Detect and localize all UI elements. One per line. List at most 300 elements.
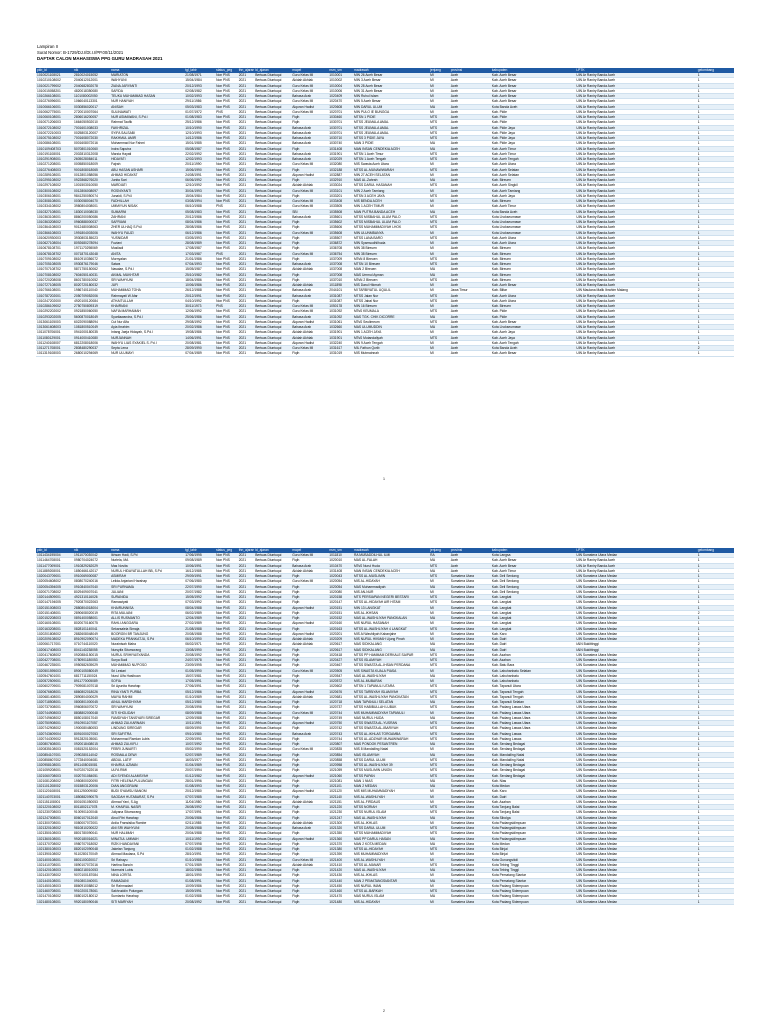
- table-cell: 1021470: [328, 894, 353, 899]
- table-cell: MAS AL-FALAH: [353, 558, 429, 563]
- table-cell: 1020427: [328, 658, 353, 663]
- table-cell: MTS: [429, 826, 450, 831]
- table-cell: MTSN 1 Aceh Timur: [353, 151, 429, 156]
- table-cell: 1020151: [328, 610, 353, 615]
- table-cell: Non PNS: [215, 99, 238, 104]
- table-cell: 1: [697, 246, 734, 251]
- table-cell: 1011271708001: [36, 346, 73, 351]
- table-cell: 2021: [238, 847, 254, 852]
- table-cell: 1037009: [328, 256, 353, 261]
- table-cell: UIN Sumatera Utara Medan: [575, 784, 696, 789]
- table-cell: Non PNS: [215, 574, 238, 579]
- table-cell: Bertuas Diuntuqui: [254, 668, 291, 673]
- table-cell: 1010072210003: [36, 130, 73, 135]
- table-cell: 2021: [238, 309, 254, 314]
- table-cell: 1021220108002: [36, 805, 73, 810]
- table-cell: Non PNS: [215, 626, 238, 631]
- table-cell: Bertuas Diuntuqui: [254, 731, 291, 736]
- table-cell: 1011464708001: [36, 558, 73, 563]
- column-header: kabupaten: [491, 548, 575, 553]
- table-cell: Kab. Langkat: [491, 600, 575, 605]
- table-cell: MTS: [429, 167, 450, 172]
- table-cell: Bertuas Diuntuqui: [254, 73, 291, 78]
- table-cell: 1021370: [328, 841, 353, 846]
- table-cell: 1: [697, 298, 734, 303]
- table-cell: 1: [697, 73, 734, 78]
- table-cell: Kab. Aceh Utara: [491, 293, 575, 298]
- table-cell: UIN Sumatera Utara Medan: [575, 836, 696, 841]
- table-cell: 1020737008001: [36, 705, 73, 710]
- table-cell: Kota Tebing Tinggi: [491, 868, 575, 873]
- table-cell: 05/08/1987: [184, 146, 215, 151]
- table-cell: MAS NURUL HUDA: [353, 715, 429, 720]
- column-header: mapel: [291, 68, 328, 73]
- table-cell: 1010709108002: [36, 256, 73, 261]
- table-cell: Fiqih: [291, 794, 328, 799]
- table-cell: Non PNS: [215, 272, 238, 277]
- table-cell: 1020061717001: [36, 642, 73, 647]
- table-cell: 2890608020019: [73, 610, 110, 615]
- table-cell: 1010266108001: [36, 94, 73, 99]
- table-cell: 2605028084011: [73, 157, 110, 162]
- table-cell: 2: [697, 642, 734, 647]
- table-cell: MUHAMMAD TOHA: [110, 288, 184, 293]
- table-cell: Fiqih: [291, 705, 328, 710]
- table-cell: 1: [697, 235, 734, 240]
- table-cell: 1010109408703: [36, 146, 73, 151]
- table-cell: 2021: [238, 584, 254, 589]
- table-cell: UIN Sumatera Utara Medan: [575, 752, 696, 757]
- table-cell: SAFIDA: [110, 88, 184, 93]
- table-cell: Sumatera Utara: [450, 637, 491, 642]
- table-cell: 2021: [238, 130, 254, 135]
- table-cell: MA: [429, 146, 450, 151]
- table-cell: 1: [697, 293, 734, 298]
- table-cell: Bahasa Arab: [291, 325, 328, 330]
- table-cell: 8850108017040: [73, 715, 110, 720]
- table-cell: 1021480108001: [36, 899, 73, 904]
- table-cell: 1010363108001: [36, 214, 73, 219]
- table-cell: 1010620930003: [36, 235, 73, 240]
- table-cell: Non PNS: [215, 621, 238, 626]
- table-cell: Fuziani: [110, 241, 184, 246]
- table-cell: Non PNS: [215, 277, 238, 282]
- table-cell: 1010289108001: [36, 172, 73, 177]
- table-cell: 20/04/1988: [184, 831, 215, 836]
- table-cell: 1: [697, 330, 734, 335]
- table-cell: Non PNS: [215, 778, 238, 783]
- table-cell: Aceh: [450, 246, 491, 251]
- column-header: thn_ajaran: [238, 68, 255, 73]
- table-cell: UIN Sumatera Utara Medan: [575, 852, 696, 857]
- table-cell: Aceh: [450, 340, 491, 345]
- column-header: id_ajaran: [254, 548, 291, 553]
- table-cell: 1: [697, 262, 734, 267]
- table-cell: 1020152208003: [36, 616, 73, 621]
- table-cell: Non PNS: [215, 637, 238, 642]
- table-cell: Kab. Tapanuli Utara: [491, 684, 575, 689]
- table-cell: 06/10/1990: [184, 637, 215, 642]
- table-cell: 25/06/1986: [184, 314, 215, 319]
- table-cell: Kab. Aceh Besar: [491, 78, 575, 83]
- table-cell: Kab. Asahan: [491, 658, 575, 663]
- table-cell: 1020409: [328, 94, 353, 99]
- table-cell: 1032029: [328, 157, 353, 162]
- table-cell: 1020742: [328, 726, 353, 731]
- table-cell: 1020807608001: [36, 742, 73, 747]
- table-cell: 2021: [238, 73, 254, 78]
- table-cell: Kab. Karo: [491, 631, 575, 636]
- table-cell: 1032887: [328, 172, 353, 177]
- column-header: tgl_lahir: [184, 68, 215, 73]
- table-cell: 1036754: [328, 251, 353, 256]
- table-cell: 2021: [238, 742, 254, 747]
- table-cell: Sumatera Utara: [450, 600, 491, 605]
- table-cell: Sumatera Utara: [450, 878, 491, 883]
- table-cell: MA: [429, 584, 450, 589]
- table-cell: 1986740110040: [73, 288, 110, 293]
- table-cell: 1020737: [328, 705, 353, 710]
- table-cell: Rahmayati W Afar: [110, 293, 184, 298]
- table-cell: MI: [429, 246, 450, 251]
- table-cell: UIN Ar Raniry Banda Aceh: [575, 335, 696, 340]
- table-cell: Aceh: [450, 136, 491, 141]
- table-cell: Guru Kelas MI: [291, 109, 328, 114]
- table-cell: 20/07/1994: [184, 768, 215, 773]
- table-cell: 1021350108003: [36, 831, 73, 836]
- table-cell: MA: [429, 815, 450, 820]
- table-cell: SAFRIANI: [110, 220, 184, 225]
- table-cell: 0930876179046: [73, 262, 110, 267]
- table-cell: MI: [429, 83, 450, 88]
- table-cell: MTS: [429, 595, 450, 600]
- table-cell: 1081800510049: [73, 325, 110, 330]
- table-cell: MA: [429, 104, 450, 109]
- table-cell: 10/11/1991: [184, 721, 215, 726]
- table-cell: Bertuas Diuntuqui: [254, 773, 291, 778]
- table-cell: MA: [429, 752, 450, 757]
- table-cell: MA: [429, 642, 450, 647]
- table-cell: MIS AL-IKHSAN: [353, 610, 429, 615]
- table-cell: Kab. Bireuen: [491, 178, 575, 183]
- table-cell: 2: [697, 647, 734, 652]
- table-cell: 0001608072016: [73, 141, 110, 146]
- table-cell: Non PNS: [215, 673, 238, 678]
- table-cell: UIN Sumatera Utara Medan: [575, 857, 696, 862]
- table-cell: MTSS SWASTA AL-IHSAN PERDANA: [353, 663, 429, 668]
- table-cell: MUHAMMAD NU'POSO: [110, 663, 184, 668]
- table-cell: 1: [697, 251, 734, 256]
- table-cell: Non PNS: [215, 346, 238, 351]
- table-cell: Kab. Dairi: [491, 647, 575, 652]
- table-cell: 1: [697, 314, 734, 319]
- table-cell: Musliadi: [110, 246, 184, 251]
- table-cell: 1: [697, 130, 734, 135]
- table-cell: 1020209: [328, 637, 353, 642]
- table-cell: UIN Ar Raniry Banda Aceh: [575, 351, 696, 356]
- table-cell: Aceh: [450, 183, 491, 188]
- table-cell: Bertuas Diuntuqui: [254, 810, 291, 815]
- table-cell: 2021: [238, 894, 254, 899]
- table-cell: UIN Ar Raniry Banda Aceh: [575, 130, 696, 135]
- table-cell: 1020080: [328, 589, 353, 594]
- table-cell: MAS AL-WASHLIYAH: [353, 815, 429, 820]
- table-cell: Kota Padangsidimpuan: [491, 820, 575, 825]
- table-cell: UIN Sumatera Utara Medan: [575, 700, 696, 705]
- table-cell: 12/06/1992: [184, 309, 215, 314]
- table-cell: Kab. Pidie Jaya: [491, 125, 575, 130]
- table-cell: Bertuas Diuntuqui: [254, 104, 291, 109]
- table-cell: 1021420108003: [36, 868, 73, 873]
- table-cell: Bertuas Diuntuqui: [254, 600, 291, 605]
- table-cell: MI: [429, 188, 450, 193]
- table-cell: Bahasa Arab: [291, 214, 328, 219]
- table-cell: Kota Banda Aceh: [491, 209, 575, 214]
- table-cell: 1020676608001: [36, 689, 73, 694]
- table-cell: ULFA RIMI: [110, 768, 184, 773]
- table-cell: 1020858: [328, 757, 353, 762]
- table-cell: ATHAITULLAH: [110, 298, 184, 303]
- table-cell: TEUKU MUHAMMAD HASAN: [110, 94, 184, 99]
- table-cell: Bertuas Diuntuqui: [254, 626, 291, 631]
- table-cell: Sumatera Utara: [450, 852, 491, 857]
- table-cell: UIN Sumatera Utara Medan: [575, 794, 696, 799]
- table-cell: MI: [429, 251, 450, 256]
- table-cell: 8860200050086: [73, 214, 110, 219]
- table-cell: Bertuas Diuntuqui: [254, 757, 291, 762]
- table-cell: 1021460: [328, 889, 353, 894]
- table-cell: 1010678108701: [36, 246, 73, 251]
- table-cell: MIS AL-IKHLAS: [353, 820, 429, 825]
- table-cell: Sumatera Utara: [450, 663, 491, 668]
- table-row: [36, 351, 734, 356]
- table-cell: 2021: [238, 293, 254, 298]
- table-cell: Alquran Hadist: [291, 721, 328, 726]
- table-cell: Bertuas Diuntuqui: [254, 241, 291, 246]
- table-cell: Non PNS: [215, 188, 238, 193]
- table-cell: Non PNS: [215, 757, 238, 762]
- table-cell: 01/04/1989: [184, 763, 215, 768]
- table-cell: MAS AL-WASHLIYAH: [353, 673, 429, 678]
- table-cell: Nurul Ulfa Hasibuan: [110, 673, 184, 678]
- table-cell: Kab. Aceh Besar: [491, 351, 575, 356]
- table-cell: MA: [429, 894, 450, 899]
- table-cell: 21/01/1986: [184, 256, 215, 261]
- table-cell: Bertuas Diuntuqui: [254, 899, 291, 904]
- table-cell: MA: [429, 325, 450, 330]
- table-cell: SOFIA: [110, 679, 184, 684]
- table-cell: 1031901: [328, 335, 353, 340]
- table-cell: 1010001: [328, 73, 353, 78]
- table-cell: 2021: [238, 789, 254, 794]
- table-cell: RA MUBADDILHUL ILMI: [353, 553, 429, 558]
- table-cell: UIN Ar Raniry Banda Aceh: [575, 162, 696, 167]
- table-cell: Non PNS: [215, 167, 238, 172]
- table-cell: Non PNS: [215, 319, 238, 324]
- table-body: [36, 553, 734, 904]
- table-cell: MIS Mutmainnah: [353, 351, 429, 356]
- table-cell: Sumatera Utara: [450, 574, 491, 579]
- table-cell: Guru Kelas MI: [291, 199, 328, 204]
- table-cell: 7001608072030: [73, 136, 110, 141]
- table-cell: Kab. Aceh Jaya: [491, 330, 575, 335]
- table-cell: Bertuas Diuntuqui: [254, 209, 291, 214]
- table-cell: 16/03/1977: [184, 757, 215, 762]
- table-cell: Bertuas Diuntuqui: [254, 574, 291, 579]
- table-cell: 0910901107057: [73, 721, 110, 726]
- table-cell: 1: [697, 162, 734, 167]
- table-cell: 1: [697, 631, 734, 636]
- table-cell: 0922868276020: [73, 178, 110, 183]
- column-header: nama: [110, 548, 184, 553]
- table-cell: Fiqih: [291, 757, 328, 762]
- table-cell: 2021: [238, 831, 254, 836]
- table-cell: Jakelan Tanjung: [110, 847, 184, 852]
- table-cell: Fiqih: [291, 616, 328, 621]
- table-cell: UIN Ar Raniry Banda Aceh: [575, 340, 696, 345]
- table-cell: Indra Saputra: [110, 146, 184, 151]
- table-cell: 2882608048049: [73, 631, 110, 636]
- table-cell: 1: [697, 600, 734, 605]
- table-cell: 1020151: [328, 605, 353, 610]
- table-cell: 1020163: [328, 626, 353, 631]
- table-cell: MI: [429, 668, 450, 673]
- table-cell: 1021450: [328, 883, 353, 888]
- table-cell: 1010470: [328, 563, 353, 568]
- table-cell: Non PNS: [215, 553, 238, 558]
- table-cell: Bertuas Diuntuqui: [254, 857, 291, 862]
- table-cell: 15/05/1992: [184, 595, 215, 600]
- table-cell: 18/01/1990: [184, 873, 215, 878]
- table-cell: 02/07/1989: [184, 752, 215, 757]
- table-cell: Bahasa Arab: [291, 130, 328, 135]
- table-cell: 2021: [238, 162, 254, 167]
- table-cell: 1: [697, 574, 734, 579]
- table-cell: Bertuas Diuntuqui: [254, 605, 291, 610]
- table-cell: SRI PURNAMA: [110, 584, 184, 589]
- table-cell: Bertuas Diuntuqui: [254, 136, 291, 141]
- table-cell: 2040682802078: [73, 83, 110, 88]
- table-cell: 6812208018006: [73, 340, 110, 345]
- table-cell: Aceh: [450, 151, 491, 156]
- table-cell: Kab. Aceh Selatan: [491, 172, 575, 177]
- table-cell: Non PNS: [215, 83, 238, 88]
- table-cell: 1020201: [328, 631, 353, 636]
- table-cell: Non PNS: [215, 157, 238, 162]
- table-cell: MARIATON: [110, 73, 184, 78]
- table-cell: 1020744309002: [36, 736, 73, 741]
- table-cell: 2021: [238, 899, 254, 904]
- table-cell: MTSS AL-BARKAH: [353, 889, 429, 894]
- table-cell: Sumatera Utara: [450, 684, 491, 689]
- table-cell: 1010787202001: [36, 293, 73, 298]
- table-cell: 1021400: [328, 857, 353, 862]
- table-cell: 1021430708002: [36, 873, 73, 878]
- table-cell: AINUL MARDHIYAH: [110, 700, 184, 705]
- table-cell: Non PNS: [215, 694, 238, 699]
- table-cell: MI: [429, 605, 450, 610]
- table-cell: Kab. Aceh Singkil: [491, 183, 575, 188]
- table-cell: MTS: [429, 335, 450, 340]
- table-cell: Sekarsalela Simaja: [110, 626, 184, 631]
- table-cell: Non PNS: [215, 94, 238, 99]
- table-cell: Marzia Hayati: [110, 151, 184, 156]
- table-cell: UIN Sumatera Utara Medan: [575, 805, 696, 810]
- table-cell: MTSN 1 Aceh Tengah: [353, 157, 429, 162]
- table-cell: MAIYA RAHMI: [110, 694, 184, 699]
- table-cell: NUR HALIMAH: [110, 831, 184, 836]
- table-cell: 1: [697, 141, 734, 146]
- table-cell: UIN Ar Raniry Banda Aceh: [575, 283, 696, 288]
- table-cell: 1: [697, 773, 734, 778]
- table-cell: Kab. Serdang Bedagai: [491, 763, 575, 768]
- table-cell: 1031901: [328, 330, 353, 335]
- table-cell: Nursyifa Situmorang: [110, 647, 184, 652]
- table-cell: 1031617: [328, 346, 353, 351]
- table-cell: UIN Ar Raniry Banda Aceh: [575, 563, 696, 568]
- table-cell: 18/02/1986: [184, 868, 215, 873]
- table-cell: NURUL SRIHIYASYANDA: [110, 652, 184, 657]
- table-cell: 1: [697, 230, 734, 235]
- table-cell: 5871750150062: [73, 267, 110, 272]
- table-cell: 19/08/1986: [184, 330, 215, 335]
- table-cell: 1: [697, 199, 734, 204]
- table-cell: 17/03/1987: [184, 251, 215, 256]
- table-cell: ZHER ULHAQ S.Pd.I: [110, 225, 184, 230]
- table-cell: Aceh: [450, 188, 491, 193]
- table-cell: Guru Kelas MI: [291, 204, 328, 209]
- table-cell: 0828101140041: [73, 626, 110, 631]
- table-cell: MTSS Jalan Nur: [353, 293, 429, 298]
- table-cell: Sumatera Utara: [450, 731, 491, 736]
- table-cell: 9470207022016: [73, 768, 110, 773]
- table-cell: Bertuas Diuntuqui: [254, 700, 291, 705]
- table-cell: Kab. Deli Serdang: [491, 589, 575, 594]
- table-cell: 1033505: [328, 204, 353, 209]
- table-cell: Fiqih: [291, 684, 328, 689]
- table-cell: Kab. Padang Lawas Utara: [491, 710, 575, 715]
- table-cell: 1021440: [328, 878, 353, 883]
- table-cell: ALLIS RUSMANTO: [110, 616, 184, 621]
- table-cell: Non PNS: [215, 726, 238, 731]
- table-cell: 2021: [238, 784, 254, 789]
- table-cell: 2021: [238, 125, 254, 130]
- table-cell: 2021: [238, 773, 254, 778]
- table-cell: Bertuas Diuntuqui: [254, 199, 291, 204]
- table-cell: 2021: [238, 805, 254, 810]
- table-cell: 20/12/1980: [184, 789, 215, 794]
- table-cell: Non PNS: [215, 820, 238, 825]
- table-cell: 0808070240016: [73, 579, 110, 584]
- table-cell: MTS: [429, 574, 450, 579]
- table-cell: 1032660: [328, 325, 353, 330]
- table-cell: 2021: [238, 104, 254, 109]
- table-cell: 1664050502010: [73, 120, 110, 125]
- table-cell: Bertuas Diuntuqui: [254, 314, 291, 319]
- table-cell: Fiqih: [291, 235, 328, 240]
- table-cell: Bertuas Diuntuqui: [254, 721, 291, 726]
- table-cell: 1020807: [328, 742, 353, 747]
- table-cell: 1020572509001: [36, 679, 73, 684]
- table-cell: MTS: [429, 563, 450, 568]
- table-cell: 1021151108001: [36, 799, 73, 804]
- table-cell: MTSS SWASTA AL-IBARIYAH: [353, 726, 429, 731]
- table-cell: Bertuas Diuntuqui: [254, 251, 291, 256]
- table-cell: Non PNS: [215, 721, 238, 726]
- table-cell: Bertuas Diuntuqui: [254, 647, 291, 652]
- table-cell: UIN Sumatera Utara Medan: [575, 684, 696, 689]
- table-cell: MTSS SWASTA AL-YUSRAN: [353, 721, 429, 726]
